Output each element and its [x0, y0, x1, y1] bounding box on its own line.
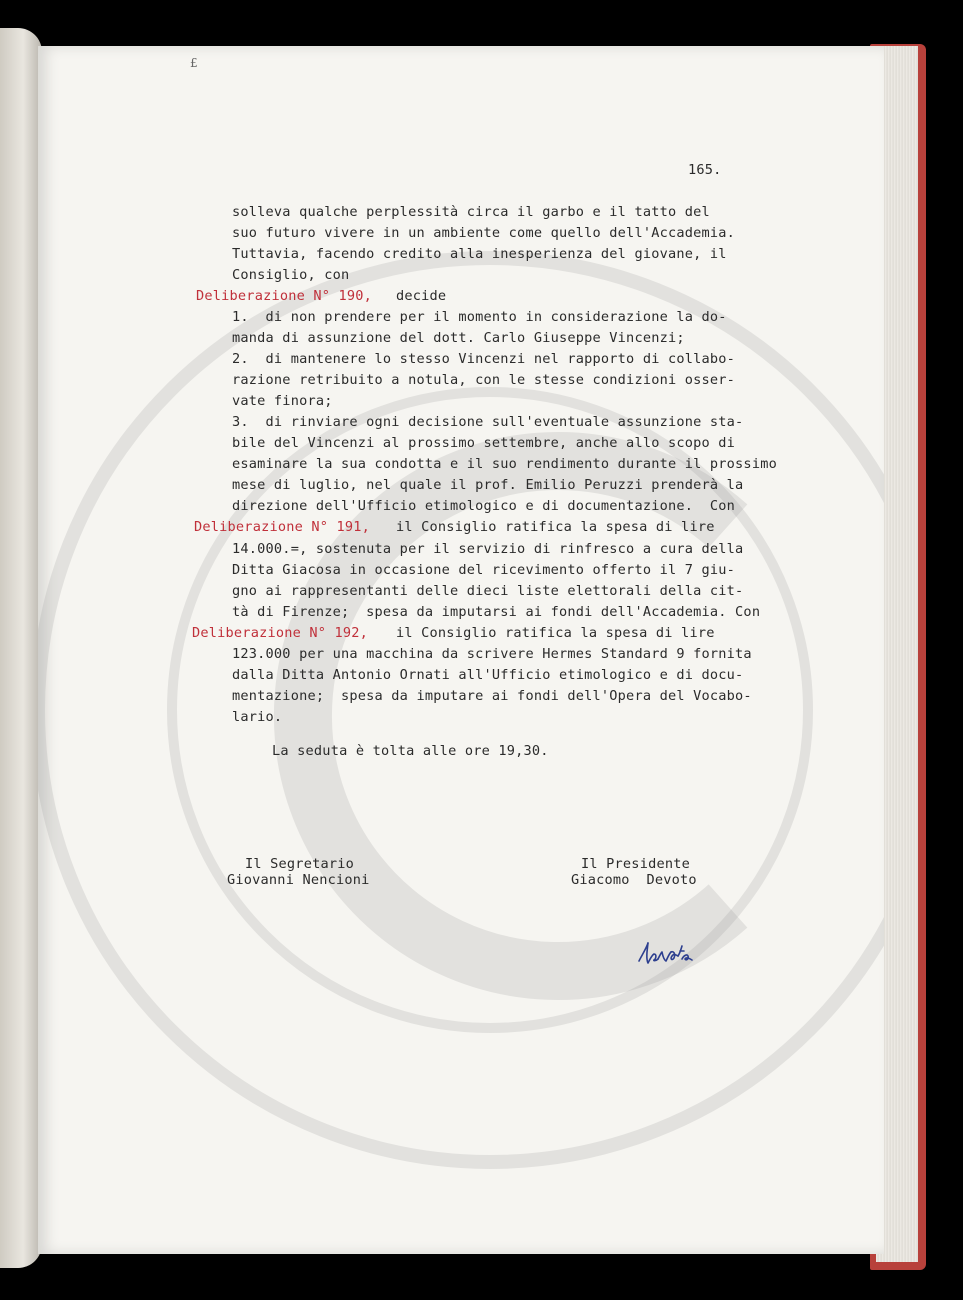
deliberation-192-label: Deliberazione N° 192,: [192, 625, 369, 641]
body-line: tà di Firenze; spesa da imputarsi ai fondi dell'Accademia. Con: [232, 604, 761, 620]
body-line: dalla Ditta Antonio Ornati all'Ufficio etimologico e di docu-: [232, 667, 744, 683]
body-line: 14.000.=, sostenuta per il servizio di rinfresco a cura della: [232, 541, 744, 557]
handwritten-signature: [636, 937, 696, 971]
left-page-edge: [0, 28, 42, 1268]
item-line: razione retribuito a notula, con le stesse condizioni osser-: [232, 372, 736, 388]
item-line: bile del Vincenzi al prossimo settembre, anche allo scopo di: [232, 435, 736, 451]
president-title: Il Presidente: [581, 856, 690, 872]
item-line: manda di assunzione del dott. Carlo Giuseppe Vincenzi;: [232, 330, 685, 346]
body-line: 123.000 per una macchina da scrivere Hermes Standard 9 fornita: [232, 646, 752, 662]
item-line: 1. di non prendere per il momento in considerazione la do-: [232, 309, 727, 325]
deliberation-191-text: il Consiglio ratifica la spesa di lire: [396, 519, 715, 535]
corner-mark: £: [190, 56, 198, 70]
document-page: [38, 46, 884, 1254]
deliberation-191-label: Deliberazione N° 191,: [194, 519, 371, 535]
secretary-title: Il Segretario: [245, 856, 354, 872]
item-line: direzione dell'Ufficio etimologico e di documentazione. Con: [232, 498, 736, 514]
deliberation-190-text: decide: [396, 288, 447, 304]
item-line: mese di luglio, nel quale il prof. Emilio Peruzzi prenderà la: [232, 477, 744, 493]
body-line: gno ai rappresentanti delle dieci liste elettorali della cit-: [232, 583, 744, 599]
body-line: Consiglio, con: [232, 267, 350, 283]
closing-line: La seduta è tolta alle ore 19,30.: [272, 743, 549, 759]
body-line: Tuttavia, facendo credito alla inesperienza del giovane, il: [232, 246, 727, 262]
page-number: 165.: [688, 162, 722, 178]
president-name: Giacomo Devoto: [571, 872, 697, 888]
body-line: lario.: [232, 709, 283, 725]
body-line: solleva qualche perplessità circa il garbo e il tatto del: [232, 204, 710, 220]
item-line: vate finora;: [232, 393, 333, 409]
deliberation-190-label: Deliberazione N° 190,: [196, 288, 373, 304]
secretary-name: Giovanni Nencioni: [227, 872, 370, 888]
item-line: 2. di mantenere lo stesso Vincenzi nel rapporto di collabo-: [232, 351, 736, 367]
item-line: 3. di rinviare ogni decisione sull'eventuale assunzione sta-: [232, 414, 744, 430]
item-line: esaminare la sua condotta e il suo rendimento durante il prossimo: [232, 456, 777, 472]
body-line: mentazione; spesa da imputare ai fondi dell'Opera del Vocabo-: [232, 688, 752, 704]
body-line: Ditta Giacosa in occasione del ricevimento offerto il 7 giu-: [232, 562, 736, 578]
deliberation-192-text: il Consiglio ratifica la spesa di lire: [396, 625, 715, 641]
body-line: suo futuro vivere in un ambiente come quello dell'Accademia.: [232, 225, 736, 241]
